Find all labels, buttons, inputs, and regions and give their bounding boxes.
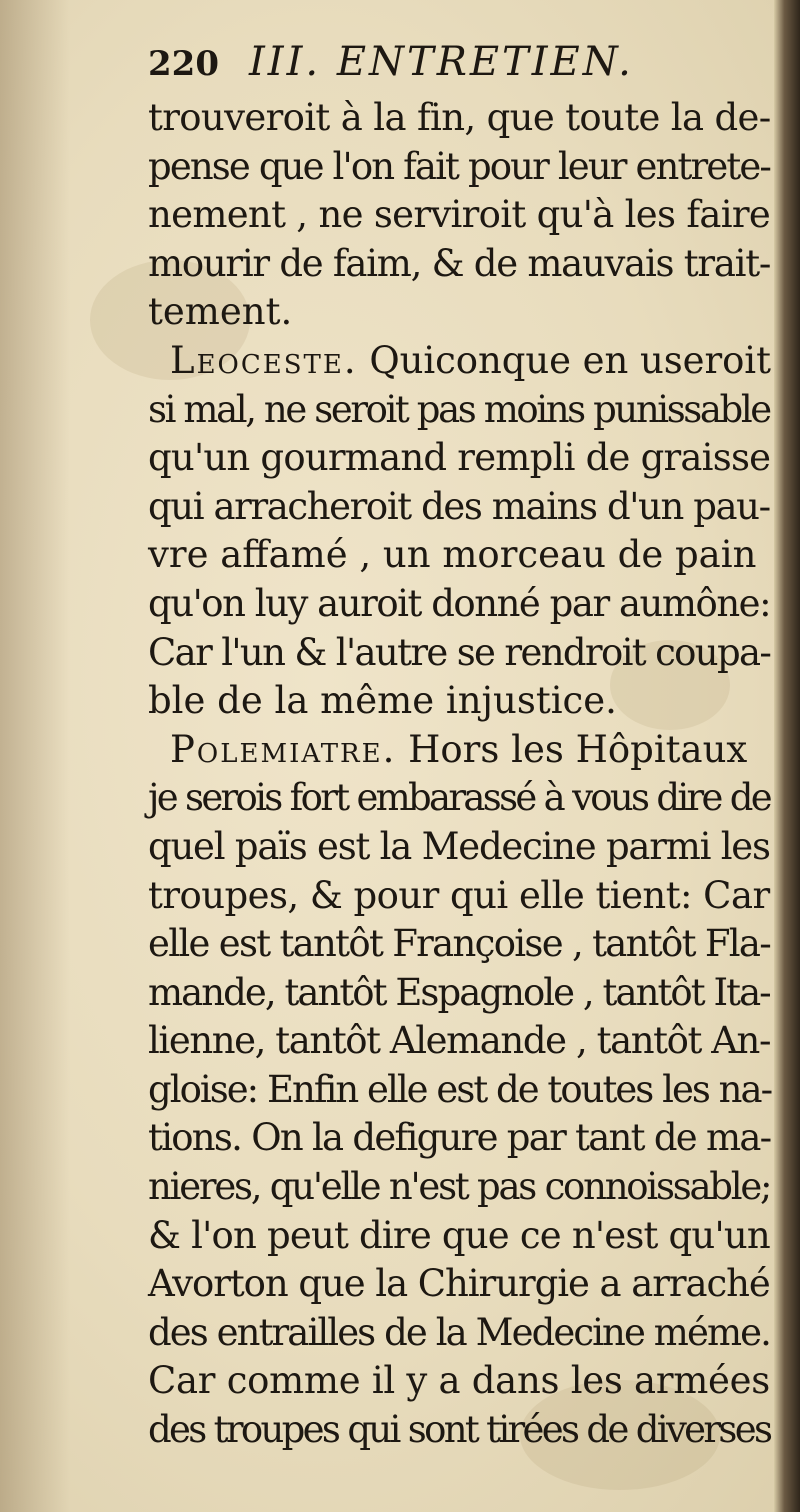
line-text: quel païs est la Medecine parmi les <box>148 824 770 868</box>
text-line <box>148 677 770 726</box>
text-line <box>148 823 770 872</box>
text-line <box>148 1212 770 1261</box>
page-number: 220 <box>148 44 219 84</box>
line-text: je serois fort embarassé à vous dire de <box>148 776 770 820</box>
line-text: trouveroit à la fin, que toute la de- <box>148 96 771 139</box>
line-text: Avorton que la Chirurgie a arraché <box>148 1262 770 1306</box>
line-text: vre affamé , un morceau de pain <box>148 533 757 577</box>
text-line <box>148 1114 770 1163</box>
text-line <box>148 191 770 240</box>
line-text: tement. <box>148 290 293 334</box>
speaker-name: Leoceste. <box>170 338 358 382</box>
line-text: & l'on peut dire que ce n'est qu'un <box>148 1213 770 1257</box>
line-text: Quiconque en useroit <box>357 338 771 382</box>
line-text: Hors les Hôpitaux <box>396 727 748 771</box>
line-text: qu'un gourmand rempli de graisse <box>148 436 771 480</box>
line-text: elle est tantôt Françoise , tantôt Fla- <box>148 922 771 966</box>
text-line <box>148 1066 770 1115</box>
text-line <box>148 1406 770 1455</box>
line-text: Car comme il y a dans les armées <box>148 1359 770 1403</box>
speaker-name: Polemiatre. <box>170 727 397 771</box>
line-text: mourir de faim, & de mauvais trait- <box>148 241 771 285</box>
line-text: des entrailles de la Medecine méme. <box>148 1310 770 1354</box>
text-line <box>148 94 770 143</box>
text-line <box>148 288 770 337</box>
text-line <box>148 920 770 969</box>
body-text <box>148 94 770 1455</box>
line-text: mande, tantôt Espagnole , tantôt Ita- <box>148 970 770 1014</box>
line-text: troupes, & pour qui elle tient: Car <box>148 873 770 917</box>
text-line <box>148 483 770 532</box>
line-text: tions. On la defigure par tant de ma- <box>148 1116 771 1160</box>
text-line <box>148 774 770 823</box>
text-line <box>148 143 770 192</box>
text-line <box>148 629 770 678</box>
line-text: gloise: Enfin elle est de toutes les na- <box>148 1067 772 1111</box>
text-line <box>148 386 770 435</box>
line-text: des troupes qui sont tirées de diverses <box>148 1408 771 1452</box>
text-line <box>148 872 770 921</box>
text-line <box>148 726 770 775</box>
line-text: Car l'un & l'autre se rendroit coupa- <box>148 630 771 674</box>
line-text: qu'on luy auroit donné par aumône: <box>148 581 771 625</box>
line-text: ble de la même injustice. <box>148 679 617 723</box>
running-head <box>148 38 770 90</box>
line-text: nement , ne serviroit qu'à les faire <box>148 193 771 237</box>
text-line <box>148 1017 770 1066</box>
line-text: lienne, tantôt Alemande , tantôt An- <box>148 1019 771 1063</box>
text-line <box>148 1357 770 1406</box>
line-text: qui arracheroit des mains d'un pau- <box>148 484 770 528</box>
text-line <box>148 1260 770 1309</box>
text-line <box>148 337 770 386</box>
page-edge <box>774 0 800 1512</box>
running-head-title: III. ENTRETIEN. <box>248 39 634 85</box>
text-line <box>148 1309 770 1358</box>
line-text: nieres, qu'elle n'est pas connoissable; <box>148 1165 771 1209</box>
line-text: pense que l'on fait pour leur entrete- <box>148 144 771 188</box>
text-line <box>148 1163 770 1212</box>
text-line <box>148 240 770 289</box>
text-line <box>148 531 770 580</box>
text-line <box>148 580 770 629</box>
text-line <box>148 434 770 483</box>
text-line <box>148 969 770 1018</box>
page-text <box>148 38 770 1455</box>
gutter-shadow <box>0 0 70 1512</box>
line-text: si mal, ne seroit pas moins punissable <box>148 387 770 431</box>
